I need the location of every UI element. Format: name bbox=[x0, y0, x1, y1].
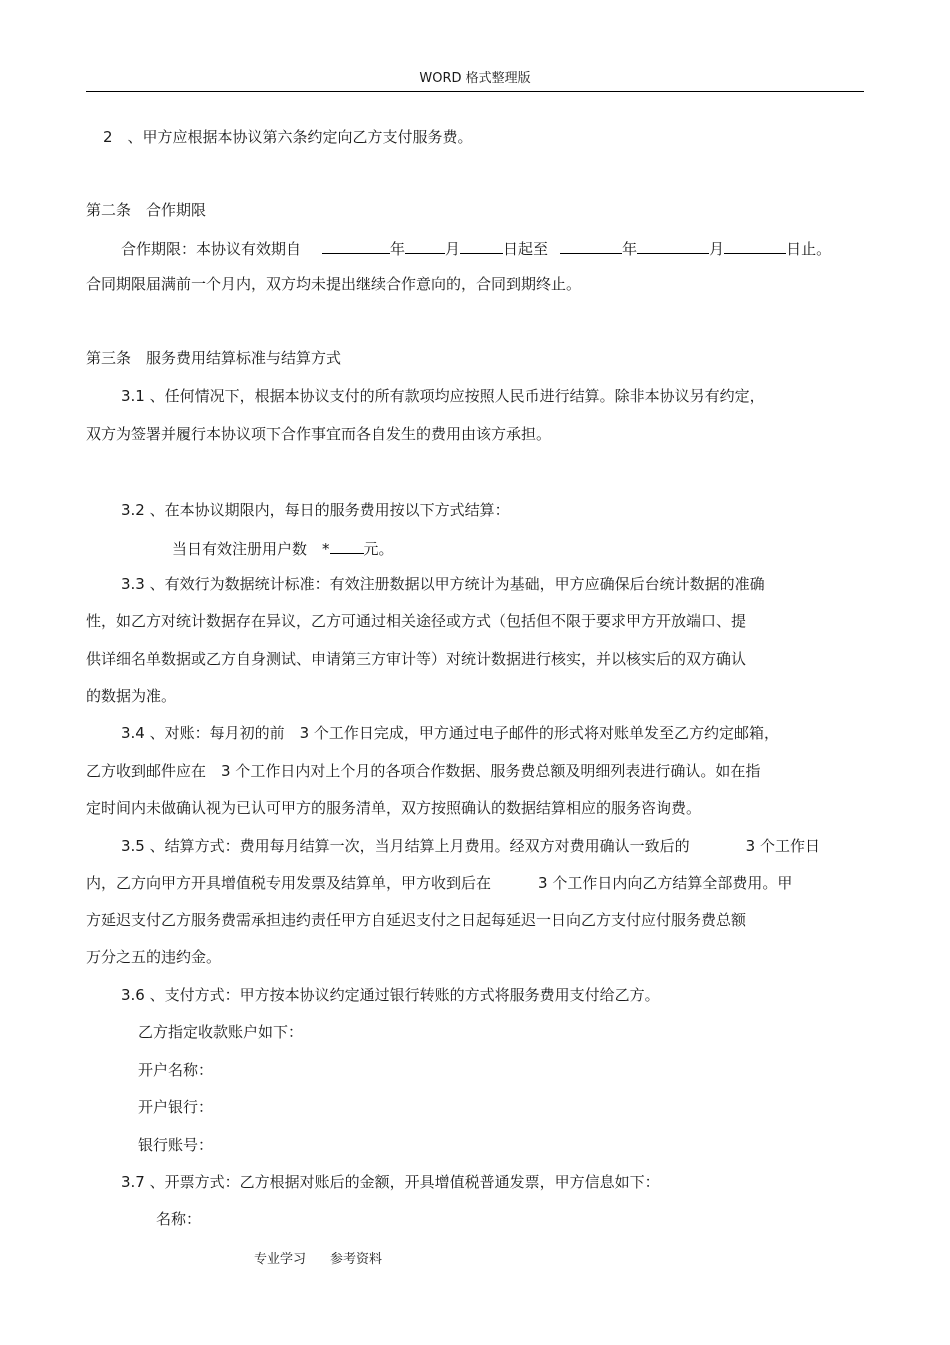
bank-name-label: 开户银行： bbox=[138, 1098, 214, 1116]
clause-3-3-line-4: 的数据为准。 bbox=[86, 687, 177, 705]
account-intro: 乙方指定收款账户如下： bbox=[138, 1023, 304, 1041]
end-month-blank[interactable] bbox=[637, 237, 709, 254]
footer-left-text: 专业学习 bbox=[254, 1252, 307, 1267]
clause-1-item-2: 2 、甲方应根据本协议第六条约定向乙方支付服务费。 bbox=[103, 128, 473, 146]
header-divider bbox=[86, 91, 864, 92]
formula-unit: 元。 bbox=[363, 540, 394, 558]
end-year-blank[interactable] bbox=[560, 237, 622, 254]
end-day-blank[interactable] bbox=[724, 237, 786, 254]
clause-3-1-line-2: 双方为签署并履行本协议项下合作事宜而各自发生的费用由该方承担。 bbox=[86, 425, 552, 443]
clause-3-5-line-1-days: 3 个工作日 bbox=[745, 837, 820, 855]
clause-3-5-line-1 bbox=[121, 836, 820, 856]
clause-3-6-line-1: 3.6 、支付方式：甲方按本协议约定通过银行转账的方式将服务费用支付给乙方。 bbox=[121, 986, 660, 1004]
start-year-blank[interactable] bbox=[322, 237, 390, 254]
start-day-blank[interactable] bbox=[460, 237, 503, 254]
month-label-2: 月 bbox=[709, 240, 725, 258]
day-from-label: 日起至 bbox=[503, 240, 549, 258]
clause-3-5-line-1-text: 3.5 、结算方式：费用每月结算一次，当月结算上月费用。经双方对费用确认一致后的 bbox=[121, 837, 690, 855]
clause-3-1-line-1: 3.1 、任何情况下，根据本协议支付的所有款项均应按照人民币进行结算。除非本协议另有约定， bbox=[121, 387, 765, 405]
day-to-label: 日止。 bbox=[786, 240, 832, 258]
year-label-2: 年 bbox=[622, 240, 638, 258]
cooperation-period-line bbox=[121, 237, 831, 259]
article-2-heading: 第二条 合作期限 bbox=[86, 201, 207, 219]
year-label: 年 bbox=[390, 240, 406, 258]
clause-3-5-line-3: 方延迟支付乙方服务费需承担违约责任甲方自延迟支付之日起每延迟一日向乙方支付应付服务费总额 bbox=[86, 911, 747, 929]
clause-3-4-line-2: 乙方收到邮件应在 3 个工作日内对上个月的各项合作数据、服务费总额及明细列表进行确认。如在指 bbox=[86, 762, 761, 780]
article-3-heading: 第三条 服务费用结算标准与结算方式 bbox=[86, 349, 342, 367]
page-header: WORD 格式整理版 bbox=[419, 71, 531, 86]
account-number-label: 银行账号： bbox=[138, 1136, 214, 1154]
start-month-blank[interactable] bbox=[405, 237, 445, 254]
clause-3-2-line-1: 3.2 、在本协议期限内，每日的服务费用按以下方式结算： bbox=[121, 501, 510, 519]
clause-3-5-line-2 bbox=[86, 873, 792, 893]
period-termination-text: 合同期限届满前一个月内，双方均未提出继续合作意向的，合同到期终止。 bbox=[86, 275, 582, 293]
clause-3-3-line-1: 3.3 、有效行为数据统计标准：有效注册数据以甲方统计为基础，甲方应确保后台统计数据的准确 bbox=[121, 575, 765, 593]
clause-3-5-line-2-days: 3 个工作日内向乙方结算全部费用。甲 bbox=[538, 874, 793, 892]
month-label: 月 bbox=[445, 240, 461, 258]
clause-3-4-line-1: 3.4 、对账：每月初的前 3 个工作日完成，甲方通过电子邮件的形式将对账单发至乙方约定邮箱， bbox=[121, 724, 779, 742]
formula-text: 当日有效注册用户数 * bbox=[172, 540, 330, 558]
clause-3-7-line-1: 3.7 、开票方式：乙方根据对账后的金额，开具增值税普通发票，甲方信息如下： bbox=[121, 1173, 660, 1191]
clause-3-2-formula bbox=[172, 537, 394, 559]
fee-amount-blank[interactable] bbox=[330, 537, 364, 554]
clause-3-4-line-3: 定时间内未做确认视为已认可甲方的服务清单，双方按照确认的数据结算相应的服务咨询费。 bbox=[86, 799, 702, 817]
invoice-name-label: 名称： bbox=[156, 1210, 202, 1228]
clause-3-5-line-2-text: 内，乙方向甲方开具增值税专用发票及结算单，甲方收到后在 bbox=[86, 874, 492, 892]
footer-right-text: 参考资料 bbox=[330, 1252, 383, 1267]
account-name-label: 开户名称： bbox=[138, 1061, 214, 1079]
clause-3-3-line-2: 性，如乙方对统计数据存在异议，乙方可通过相关途径或方式（包括但不限于要求甲方开放端口、提 bbox=[86, 612, 747, 630]
clause-3-5-line-4: 万分之五的违约金。 bbox=[86, 948, 222, 966]
period-label: 合作期限：本协议有效期自 bbox=[121, 240, 302, 258]
clause-3-3-line-3: 供详细名单数据或乙方自身测试、申请第三方审计等）对统计数据进行核实，并以核实后的双方确认 bbox=[86, 650, 747, 668]
